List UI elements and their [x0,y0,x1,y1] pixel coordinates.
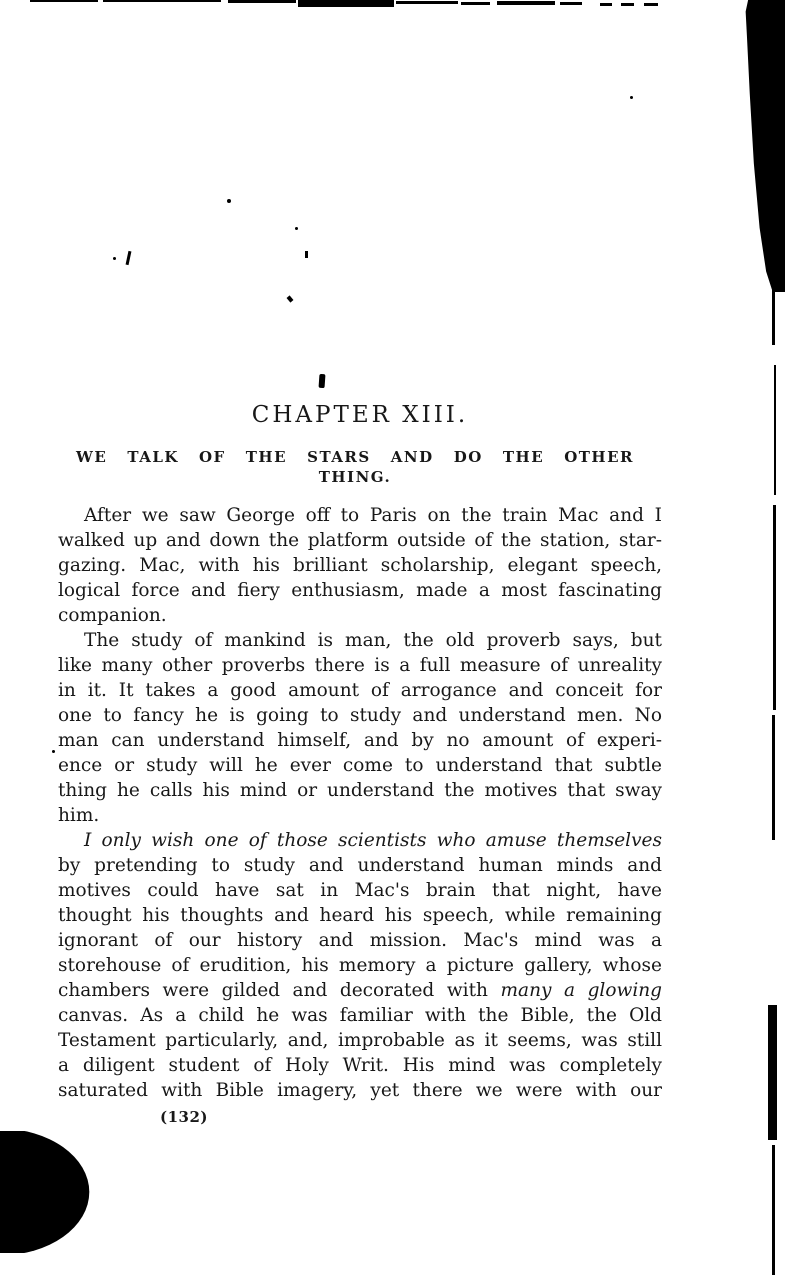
scan-artifact-right-line [774,365,776,495]
text-line: Testament particularly, and, improbable as it seems, was still [58,1030,662,1051]
scan-artifact-right-line [772,290,775,345]
text-line: gazing. Mac, with his brilliant scholarship, elegant speech, [58,555,662,576]
text-line: by pretending to study and understand human minds and [58,855,662,876]
scan-speck [295,227,298,230]
scan-artifact-top-edge [560,2,582,5]
text-line: The study of mankind is man, the old proverb says, but [84,630,662,651]
scan-artifact-corner-blot [0,1131,94,1253]
text-line: motives could have sat in Mac's brain that night, have [58,880,662,901]
scan-speck [52,750,55,753]
text-line: saturated with Bible imagery, yet there we were with our [58,1080,662,1101]
text-line: canvas. As a child he was familiar with the Bible, the Old [58,1005,662,1026]
scan-artifact-right-line [772,1145,775,1275]
text-line: him. [58,805,100,826]
text-line: ence or study will he ever come to understand that subtle [58,755,662,776]
scan-artifact-top-edge [298,0,394,7]
scan-artifact-top-dash [644,3,658,6]
text-line: in it. It takes a good amount of arrogance and conceit for [58,680,662,701]
text-line: storehouse of erudition, his memory a picture gallery, whose [58,955,662,976]
text-line: man can understand himself, and by no amount of experi- [58,730,662,751]
text-line: thought his thoughts and heard his speech, while remaining [58,905,662,926]
chapter-subtitle-line2: THING. [318,468,392,486]
text-line: I only wish one of those scientists who amuse themselves [84,830,662,851]
chapter-heading: CHAPTER XIII. [251,402,469,428]
scan-artifact-right-line [772,715,775,840]
scan-speck [305,251,308,258]
text-line: walked up and down the platform outside of the station, star- [58,530,662,551]
text-line: one to fancy he is going to study and understand men. No [58,705,662,726]
scan-artifact-top-edge [461,2,490,5]
paragraph [58,503,662,628]
text-line: thing he calls his mind or understand the motives that sway [58,780,662,801]
scan-artifact-top-edge [228,0,296,3]
scan-artifact-top-edge [30,0,98,2]
body-text [58,503,662,1103]
text-line: logical force and fiery enthusiasm, made a most fascinating [58,580,662,601]
chapter-subtitle [76,447,634,487]
scan-artifact-right-bar [744,0,785,292]
scan-speck [630,96,633,99]
scan-speck [287,295,294,302]
scan-artifact-top-dash [600,3,612,6]
paragraph [58,828,662,1103]
paragraph [58,628,662,828]
text-line: chambers were gilded and decorated with many a glowing [58,980,662,1001]
page-number: (132) [160,1108,209,1126]
text-line: like many other proverbs there is a full measure of unreality [58,655,662,676]
scan-ink-mark [319,374,326,388]
scan-artifact-right-line [773,505,776,710]
text-line: companion. [58,605,167,626]
scan-artifact-top-edge [497,1,555,5]
scan-speck [113,257,116,260]
scan-artifact-top-dash [621,3,634,6]
text-line: a diligent student of Holy Writ. His mind was completely [58,1055,662,1076]
scan-artifact-right-line [768,1005,777,1140]
scan-artifact-top-edge [396,1,458,4]
scan-artifact-top-edge [103,0,221,2]
scan-speck [126,251,132,265]
text-line: ignorant of our history and mission. Mac's mind was a [58,930,662,951]
text-line: After we saw George off to Paris on the train Mac and I [84,505,662,526]
scan-speck [227,199,231,203]
chapter-subtitle-line1: WE TALK OF THE STARS AND DO THE OTHER [76,448,634,466]
